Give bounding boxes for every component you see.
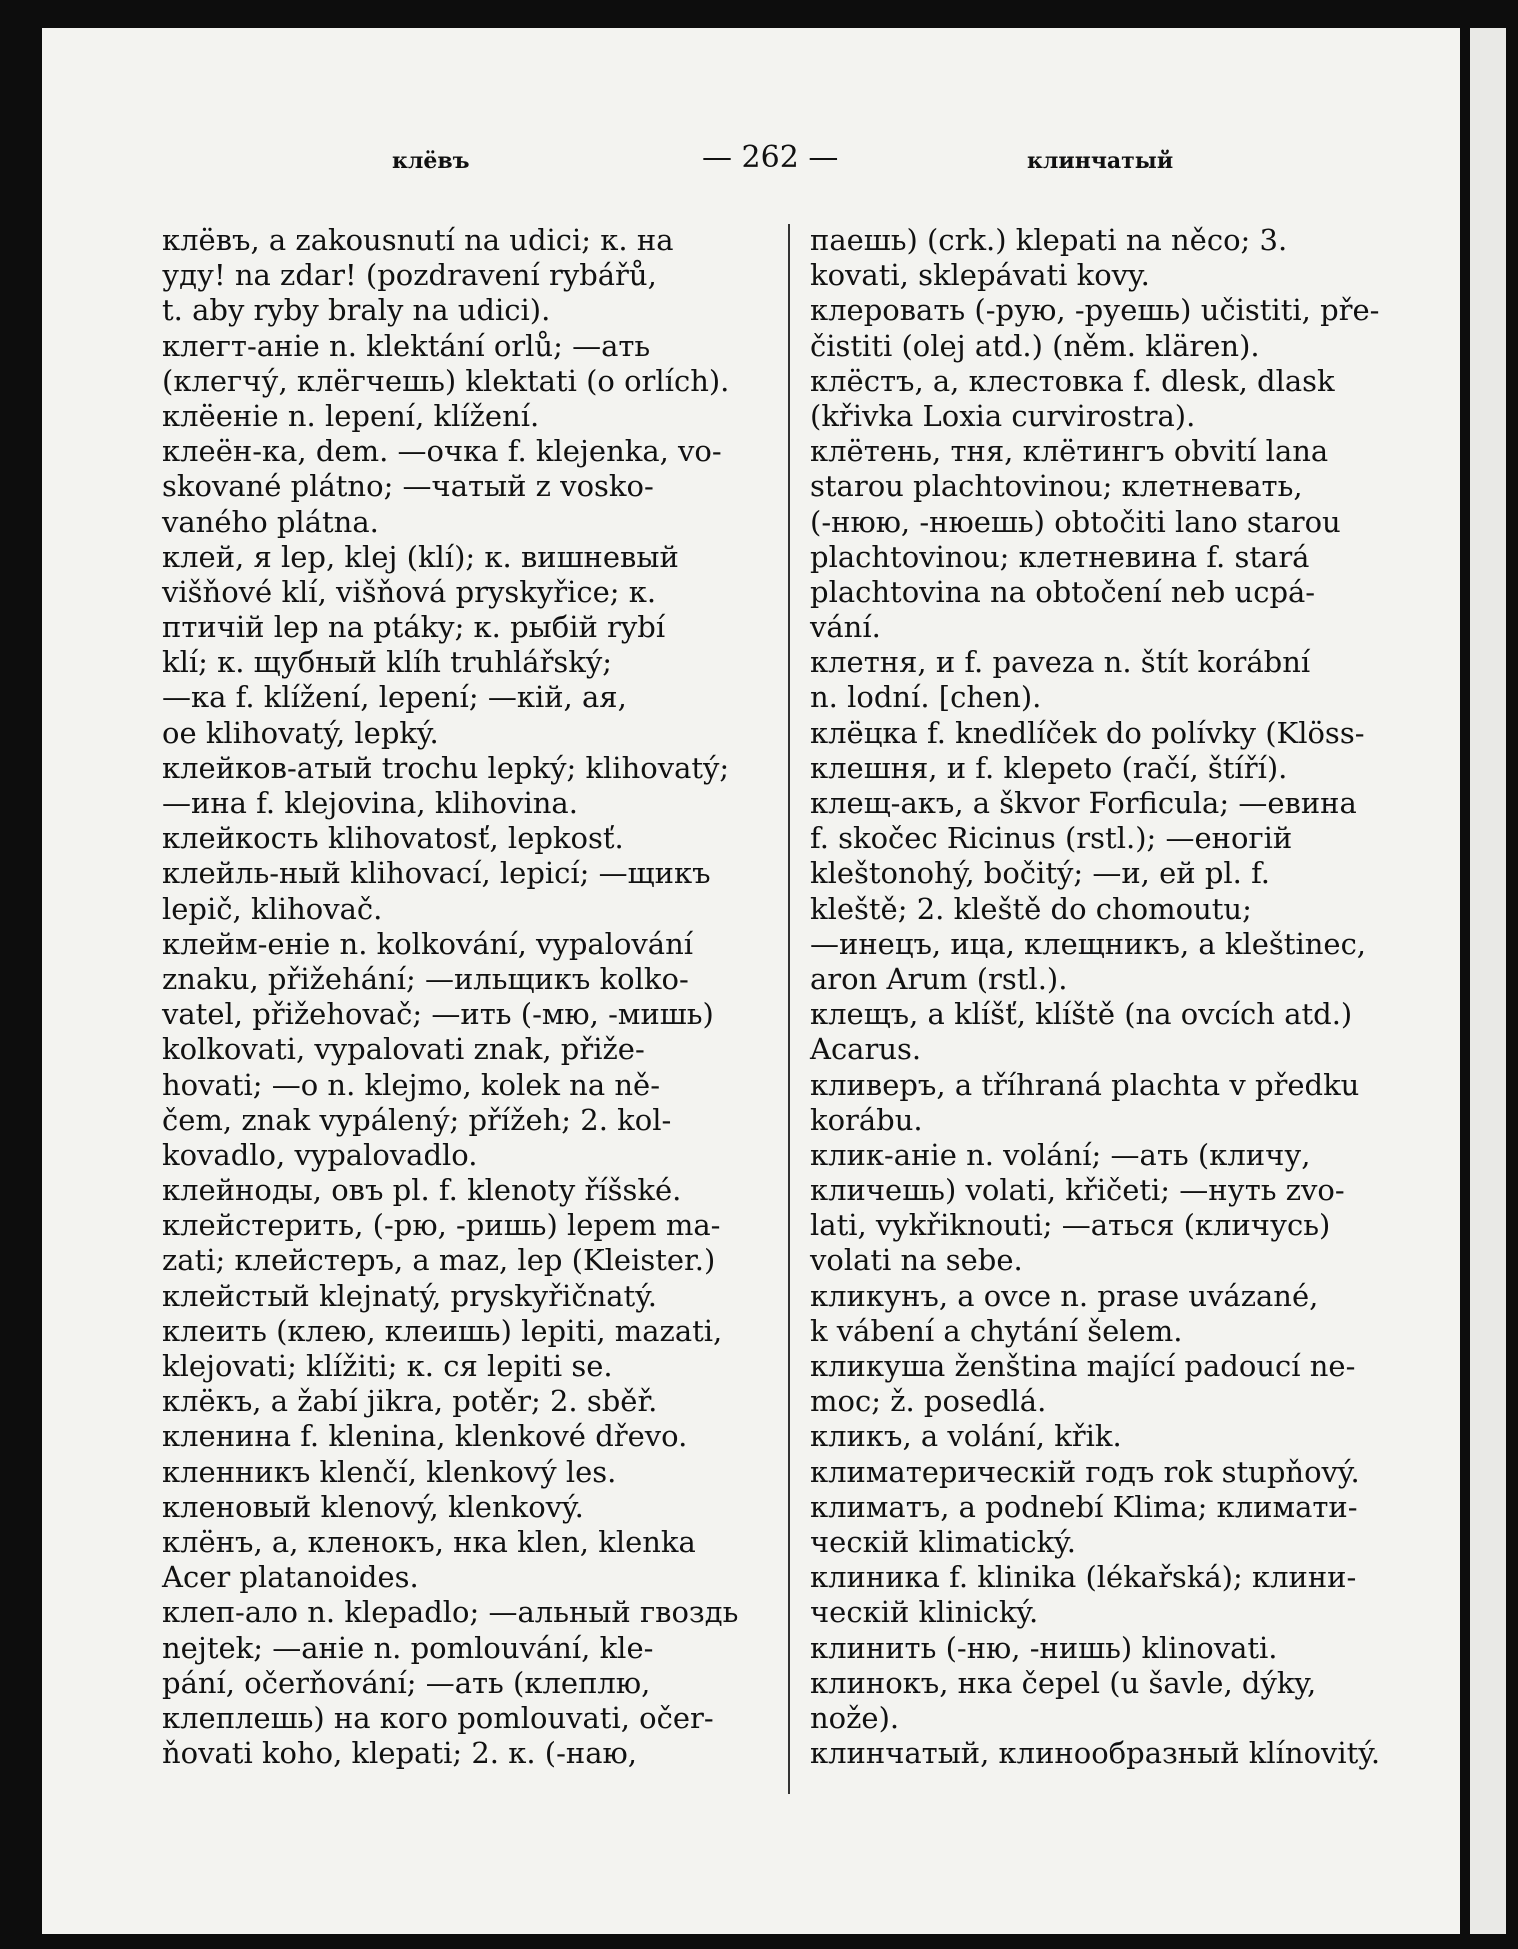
text-line: клейстерить, (-рю, -ришь) lepem ma- — [162, 1208, 721, 1243]
text-line: f. skočec Ricinus (rstl.); —еногій — [810, 821, 1293, 856]
text-line: —ка f. klížení, lepení; —кій, ая, — [162, 680, 627, 715]
text-line: кличешь) volati, křičeti; —нуть zvo- — [810, 1173, 1345, 1208]
text-line: клётень, тня, клётингъ obvití lana — [810, 434, 1329, 469]
right-running-headword: клинчатый — [1027, 148, 1174, 174]
text-line: клещ-акъ, a škvor Forficula; —евина — [810, 786, 1357, 820]
text-line: клеить (клею, клеишь) lepiti, mazati, — [162, 1313, 723, 1348]
text-line: zati; клейстеръ, a maz, lep (Kleister.) — [162, 1243, 716, 1278]
text-line: паешь) (crk.) klepati na něco; 3. — [810, 223, 1288, 257]
text-line: клиника f. klinika (lékařská); клини- — [810, 1560, 1357, 1595]
text-line: —ина f. klejovina, klihovina. — [162, 786, 578, 820]
text-line: клёстъ, a, клестовка f. dlesk, dlask — [810, 363, 1335, 398]
text-line: znaku, přižehání; —ильщикъ kolko- — [162, 961, 689, 996]
text-line: клёвъ, a zakousnutí na udici; к. на — [162, 223, 674, 257]
text-line: клёкъ, a žabí jikra, potěr; 2. sběř. — [162, 1384, 658, 1419]
text-line: клёнъ, a, кленокъ, нка klen, klenka — [162, 1524, 696, 1559]
text-line: клейль-ный klihovací, lepicí; —щикъ — [162, 856, 711, 891]
text-line: клей, я lep, klej (klí); к. вишневый — [162, 539, 679, 574]
text-line: птичій lep na ptáky; к. рыбій rybí — [162, 610, 666, 645]
text-line: климатъ, a podnebí Klima; климати- — [810, 1489, 1358, 1524]
text-line: lepič, klihovač. — [162, 891, 383, 926]
page-number: — 262 — — [702, 140, 839, 175]
text-line: кленовый klenový, klenkový. — [162, 1489, 584, 1524]
text-line: Acer platanoides. — [162, 1560, 419, 1595]
text-line: клетня, и f. paveza n. štít korábní — [810, 645, 1311, 680]
text-line: клёеніе n. lepení, klížení. — [162, 398, 540, 433]
text-line: korábu. — [810, 1102, 923, 1137]
text-line: клешня, и f. klepeto (račí, štíří). — [810, 750, 1288, 785]
text-line: клинчатый, клинообразный klínovitý. — [810, 1736, 1381, 1771]
text-line: klí; к. щубный klíh truhlářský; — [162, 645, 613, 680]
text-line: клёцка f. knedlíček do polívky (Klöss- — [810, 715, 1365, 750]
text-line: —инецъ, ица, клещникъ, a kleštinec, — [810, 926, 1367, 961]
text-line: клеп-ало n. klepadlo; —альный гвоздь — [162, 1595, 739, 1630]
text-line: kovadlo, vypalovadlo. — [162, 1137, 478, 1172]
text-line: (křivka Loxia curvirostra). — [810, 398, 1196, 433]
text-line: ческій klinický. — [810, 1595, 1039, 1630]
text-line: hovati; —о n. klejmo, kolek na ně- — [162, 1067, 660, 1102]
text-line: Acarus. — [810, 1032, 922, 1067]
text-line: ňovati koho, klepati; 2. к. (-наю, — [162, 1736, 637, 1771]
text-line: skované plátno; —чатый z vosko- — [162, 469, 654, 504]
page-header — [42, 140, 1460, 180]
text-line: višňové klí, višňová pryskyřice; к. — [162, 574, 657, 609]
text-line: čistiti (olej atd.) (něm. klären). — [810, 328, 1260, 363]
text-line: čem, znak vypálený; přížeh; 2. kol- — [162, 1102, 672, 1137]
text-line: кликунъ, а ovce n. prase uvázané, — [810, 1278, 1319, 1313]
next-page-edge — [1470, 28, 1506, 1934]
text-line: кленина f. klenina, klenkové dřevo. — [162, 1419, 688, 1454]
text-line: (клегчу́, клёгчешь) klektati (o orlích). — [162, 363, 730, 398]
text-line: климатерическій годъ rok stupňový. — [810, 1454, 1360, 1489]
text-line: кликъ, a volání, křik. — [810, 1419, 1122, 1454]
text-line: клещъ, а klíšť, klíště (na ovcích atd.) — [810, 997, 1353, 1032]
text-line: клинить (-ню, -нишь) klinovati. — [810, 1630, 1278, 1665]
text-line: клейкость klihovatosť, lepkosť. — [162, 821, 624, 856]
text-line: (-нюю, -нюешь) obtočiti lano starou — [810, 504, 1341, 539]
text-line: kleštonohý, bočitý; —и, ей pl. f. — [810, 856, 1271, 891]
text-line: vaného plátna. — [162, 504, 379, 539]
text-line: vatel, přižehovač; —ить (-мю, -мишь) — [162, 997, 714, 1032]
text-line: кливеръ, a tříhraná plachta v předku — [810, 1067, 1360, 1102]
text-line: клейноды, овъ pl. f. klenoty říšské. — [162, 1173, 682, 1208]
column-divider — [788, 224, 790, 1794]
text-line: клик-аніе n. volání; —ать (кличу, — [810, 1137, 1311, 1172]
text-line: t. aby ryby braly na udici). — [162, 293, 551, 328]
dictionary-page — [42, 28, 1460, 1934]
text-line: кликуша ženština mající padoucí ne- — [810, 1349, 1356, 1383]
text-line: кленникъ klenčí, klenkový les. — [162, 1454, 617, 1489]
text-line: aron Arum (rstl.). — [810, 961, 1068, 996]
text-line: nejtek; —аніе n. pomlouvání, kle- — [162, 1630, 654, 1665]
text-line: plachtovinou; клетневина f. stará — [810, 539, 1310, 574]
text-line: клеплешь) на кого pomlouvati, očer- — [162, 1700, 714, 1735]
text-line: ческій klimatický. — [810, 1524, 1076, 1559]
text-line: kolkovati, vypalovati znak, přiže- — [162, 1032, 645, 1067]
left-column — [162, 223, 772, 1771]
text-line: moc; ž. posedlá. — [810, 1384, 1047, 1419]
text-line: pání, očerňování; —ать (клеплю, — [162, 1665, 651, 1700]
text-line: starou plachtovinou; клетневать, — [810, 469, 1303, 504]
text-line: kleště; 2. kleště do chomoutu; — [810, 891, 1252, 926]
text-line: клейков-атый trochu lepký; klihovatý; — [162, 750, 730, 785]
text-line: уду! na zdar! (pozdravení rybářů, — [162, 258, 657, 293]
text-line: клеровать (-рую, -руешь) učistiti, pře- — [810, 293, 1380, 328]
text-line: k vábení a chytání šelem. — [810, 1313, 1183, 1348]
text-line: клейстый klejnatý, pryskyřičnatý. — [162, 1278, 657, 1313]
text-line: volati na sebe. — [810, 1243, 1023, 1278]
text-line: клейм-еніе n. kolkování, vypalování — [162, 926, 694, 961]
text-line: lati, vykřiknouti; —аться (кличусь) — [810, 1208, 1331, 1243]
text-line: клегт-аніе n. klektání orlů; —ать — [162, 328, 651, 363]
text-line: n. lodní. [chen). — [810, 680, 1042, 715]
text-line: vání. — [810, 610, 881, 645]
text-line: клеён-ка, dem. —очка f. klejenka, vo- — [162, 434, 722, 469]
text-line: клинокъ, нка čepel (u šavle, dýky, — [810, 1665, 1317, 1700]
text-line: plachtovina na obtočení neb ucpá- — [810, 574, 1316, 609]
left-running-headword: клёвъ — [392, 148, 470, 174]
text-line: kovati, sklepávati kovy. — [810, 258, 1150, 293]
text-line: ое klihovatý, lepký. — [162, 715, 439, 750]
right-column — [810, 223, 1430, 1771]
text-line: nože). — [810, 1700, 900, 1735]
text-line: klejovati; klížiti; к. ся lepiti se. — [162, 1349, 613, 1383]
